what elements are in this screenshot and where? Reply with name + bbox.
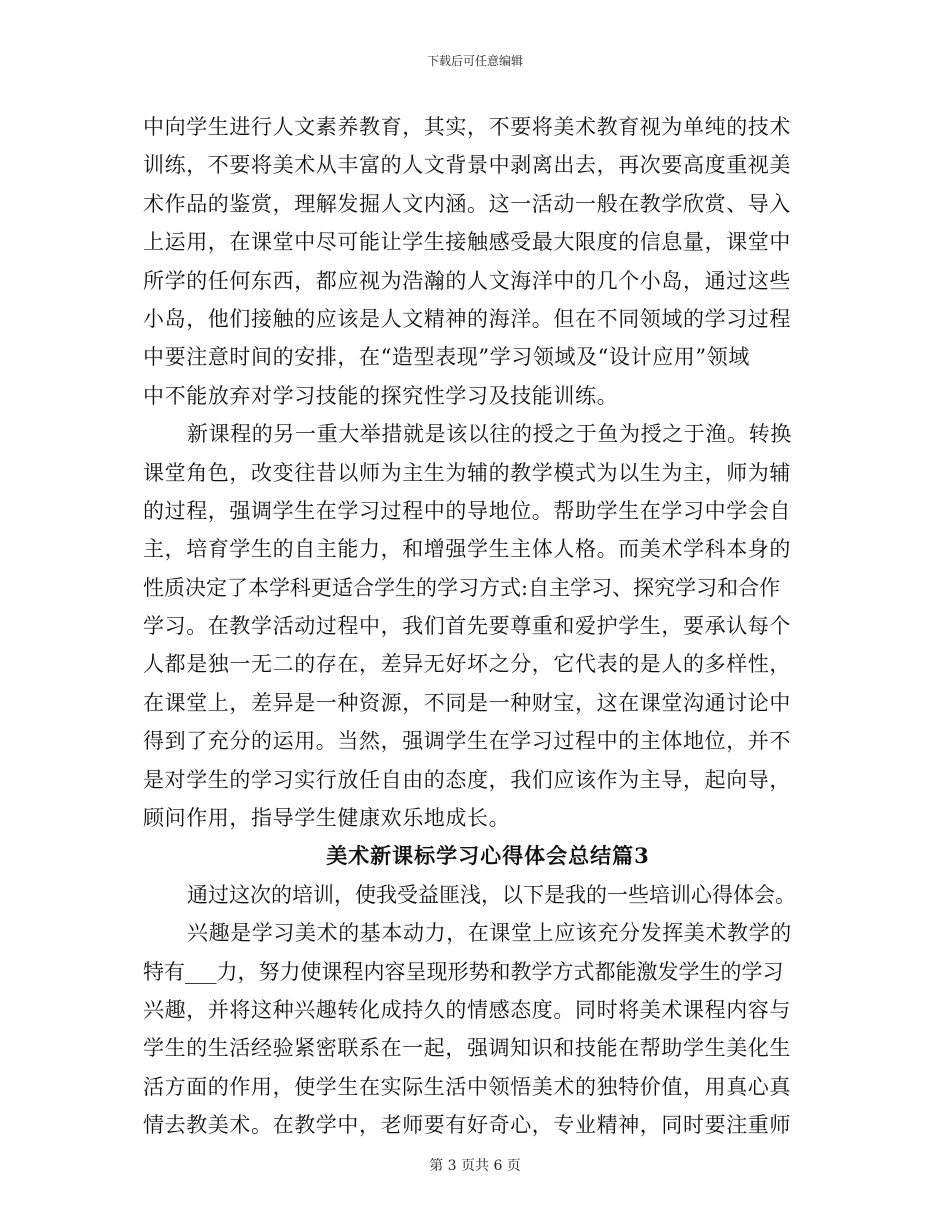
paragraph-line: 人都是独一无二的存在，差异无好坏之分，它代表的是人的多样性， — [143, 652, 791, 677]
paragraph-first-line: 通过这次的培训，使我受益匪浅，以下是我的一些培训心得体会。 — [187, 882, 796, 907]
paragraph-line: 术作品的鉴赏，理解发掘人文内涵。这一活动一般在教学欣赏、导入 — [143, 191, 791, 216]
paragraph-line: 得到了充分的运用。当然，强调学生在学习过程中的主体地位，并不 — [143, 729, 791, 754]
paragraph-line: 中向学生进行人文素养教育，其实，不要将美术教育视为单纯的技术 — [143, 115, 791, 139]
paragraph-line: 的过程，强调学生在学习过程中的导地位。帮助学生在学习中学会自 — [143, 498, 791, 523]
paragraph-line: 所学的任何东西，都应视为浩瀚的人文海洋中的几个小岛，通过这些 — [143, 268, 791, 293]
paragraph-line: 性质决定了本学科更适合学生的学习方式:自主学习、探究学习和合作 — [143, 575, 781, 600]
paragraph-line: 中不能放弃对学习技能的探究性学习及技能训练。 — [143, 383, 619, 408]
paragraph-line: 主，培育学生的自主能力，和增强学生主体人格。而美术学科本身的 — [143, 537, 791, 562]
paragraph-line: 学习。在教学活动过程中，我们首先要尊重和爱护学生，要承认每个 — [143, 614, 791, 639]
paragraph-line: 在课堂上，差异是一种资源，不同是一种财宝，这在课堂沟通讨论中 — [143, 690, 791, 715]
paragraph-line: 小岛，他们接触的应该是人文精神的海洋。但在不同领域的学习过程 — [143, 306, 791, 331]
paragraph-line: 训练，不要将美术从丰富的人文背景中剥离出去，再次要高度重视美 — [143, 153, 791, 178]
paragraph-line: 情去教美术。在教学中，老师要有好奇心，专业精神，同时要注重师 — [143, 1113, 791, 1138]
paragraph-line: 是对学生的学习实行放任自由的态度，我们应该作为主导，起向导， — [143, 767, 791, 792]
section-heading: 美术新课标学习心得体会总结篇3 — [326, 843, 650, 869]
paragraph-line: 顾问作用，指导学生健康欢乐地成长。 — [143, 806, 511, 831]
paragraph-line: 上运用，在课堂中尽可能让学生接触感受最大限度的信息量，课堂中 — [143, 230, 791, 255]
page-number: 第 3 页共 6 页 — [429, 1158, 521, 1174]
paragraph-line: 活方面的作用，使学生在实际生活中领悟美术的独特价值，用真心真 — [143, 1074, 791, 1099]
paragraph-line: 课堂角色，改变往昔以师为主生为辅的教学模式为以生为主，师为辅 — [143, 460, 791, 485]
paragraph-line: 特有___力，努力使课程内容呈现形势和教学方式都能激发学生的学习 — [143, 959, 784, 984]
paragraph-line: 学生的生活经验紧密联系在一起，强调知识和技能在帮助学生美化生 — [143, 1036, 791, 1061]
paragraph-line: 中要注意时间的安排，在“造型表现”学习领域及“设计应用”领域 — [143, 345, 750, 370]
paragraph-first-line: 新课程的另一重大举措就是该以往的授之于鱼为授之于渔。转换 — [187, 422, 792, 447]
document-body — [143, 108, 813, 1145]
page-header: 下载后可任意编辑 — [426, 54, 523, 68]
paragraph-first-line: 兴趣是学习美术的基本动力，在课堂上应该充分发挥美术教学的 — [187, 921, 792, 946]
paragraph-line: 兴趣，并将这种兴趣转化成持久的情感态度。同时将美术课程内容与 — [143, 997, 791, 1022]
